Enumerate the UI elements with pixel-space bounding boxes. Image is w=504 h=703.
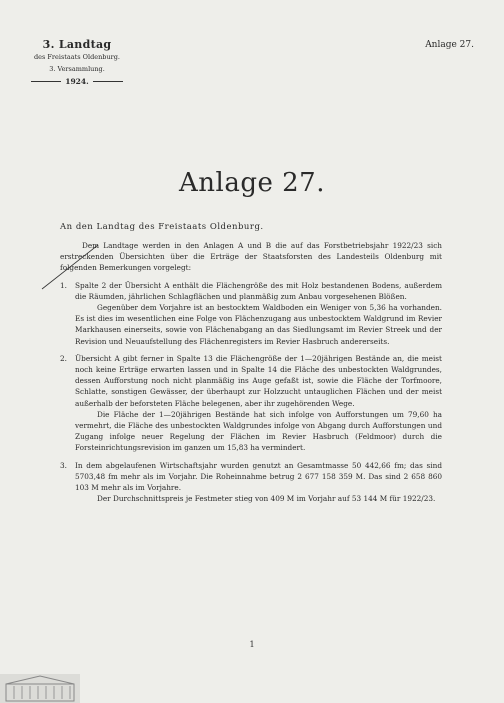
header-block (22, 38, 132, 86)
item-number: 2. (60, 353, 67, 363)
item-number: 3. (60, 460, 67, 470)
item-paragraph: Der Durchschnittspreis je Festmeter stieg von 409 M im Vorjahr auf 53 144 M für 1922/23. (97, 494, 436, 504)
list-item (60, 460, 442, 505)
header-annex-label: Anlage 27. (425, 40, 474, 50)
address-line: An den Landtag des Freistaats Oldenburg. (60, 222, 264, 232)
library-building-logo (0, 674, 80, 703)
header-title: 3. Landtag (42, 38, 112, 51)
header-session: 3. Versammlung. (49, 65, 105, 73)
list-item (60, 353, 442, 454)
page-number: 1 (249, 640, 255, 649)
page-title: Anlage 27. (179, 168, 325, 198)
item-paragraph: Die Fläche der 1—20jährigen Bestände hat sich infolge von Aufforstungen um 79,60 ha vermehrt, die Fläche des unbestockten Waldgrundes infolge von Abgang durch Aufforstungen und Zugang infolge neuer Regelung der Flächen im Revier Hasbruch (Feldmoor) durch die Forsteinrichtungsrevision im ganzen um 15,83 ha vermindert. (75, 409, 442, 453)
list-item (60, 280, 442, 347)
divider (31, 81, 61, 82)
body-text (60, 240, 442, 504)
header-year: 1924. (65, 77, 89, 86)
item-paragraph: In dem abgelaufenen Wirtschaftsjahr wurden genutzt an Gesamtmasse 50 442,66 fm; das sind 5703,48 fm mehr als im Vorjahr. Die Roheinnahme betrug 2 677 158 359 M. Das sind 2 658 860 103 M mehr als im Vorjahre. (75, 460, 442, 493)
header-year-line (22, 77, 132, 86)
header-subtitle: des Freistaats Oldenburg. (34, 53, 120, 61)
divider (93, 81, 123, 82)
item-number: 1. (60, 280, 67, 290)
item-paragraph: Spalte 2 der Übersicht A enthält die Flächengröße des mit Holz bestandenen Bodens, außerdem die Räumden, jährlichen Schlagflächen und planmäßig zum Anbau vorgesehenen Blößen. (75, 280, 442, 301)
item-paragraph: Gegenüber dem Vorjahre ist an bestocktem Waldboden ein Weniger von 5,36 ha vorhanden. Es ist dies im wesentlichen eine Folge von Flächenzugang aus unbestocktem Waldgrund im Revier Markhausen einerseits, sowie von Flächenabgang an das Siedlungsamt im Revier Streek und der Revision und Neuaufstellung des Flächenregisters im Revier Hasbruch andererseits. (75, 303, 442, 346)
item-paragraph: Übersicht A gibt ferner in Spalte 13 die Flächengröße der 1—20jährigen Bestände an, die meist noch keine Erträge erwarten lassen und in Spalte 14 die Fläche des unbestockten Waldgrundes, dessen Aufforstung noch nicht planmäßig ins Auge gefaßt ist, sowie die Fläche der Torfmoore, Schlatte, sonstigen Gewässer, der überhaupt zur Holzzucht untauglichen Flächen und der meist außerhalb der beforsteten Fläche belegenen, aber ihr zugehörenden Wege. (75, 353, 442, 408)
intro-paragraph: Dem Landtage werden in den Anlagen A und B die auf das Forstbetriebsjahr 1922/23 sich erstreckenden Übersichten über die Erträge der Staatsforsten des Landesteils Oldenburg mit folgenden Bemerkungen vorgelegt: (60, 241, 442, 273)
